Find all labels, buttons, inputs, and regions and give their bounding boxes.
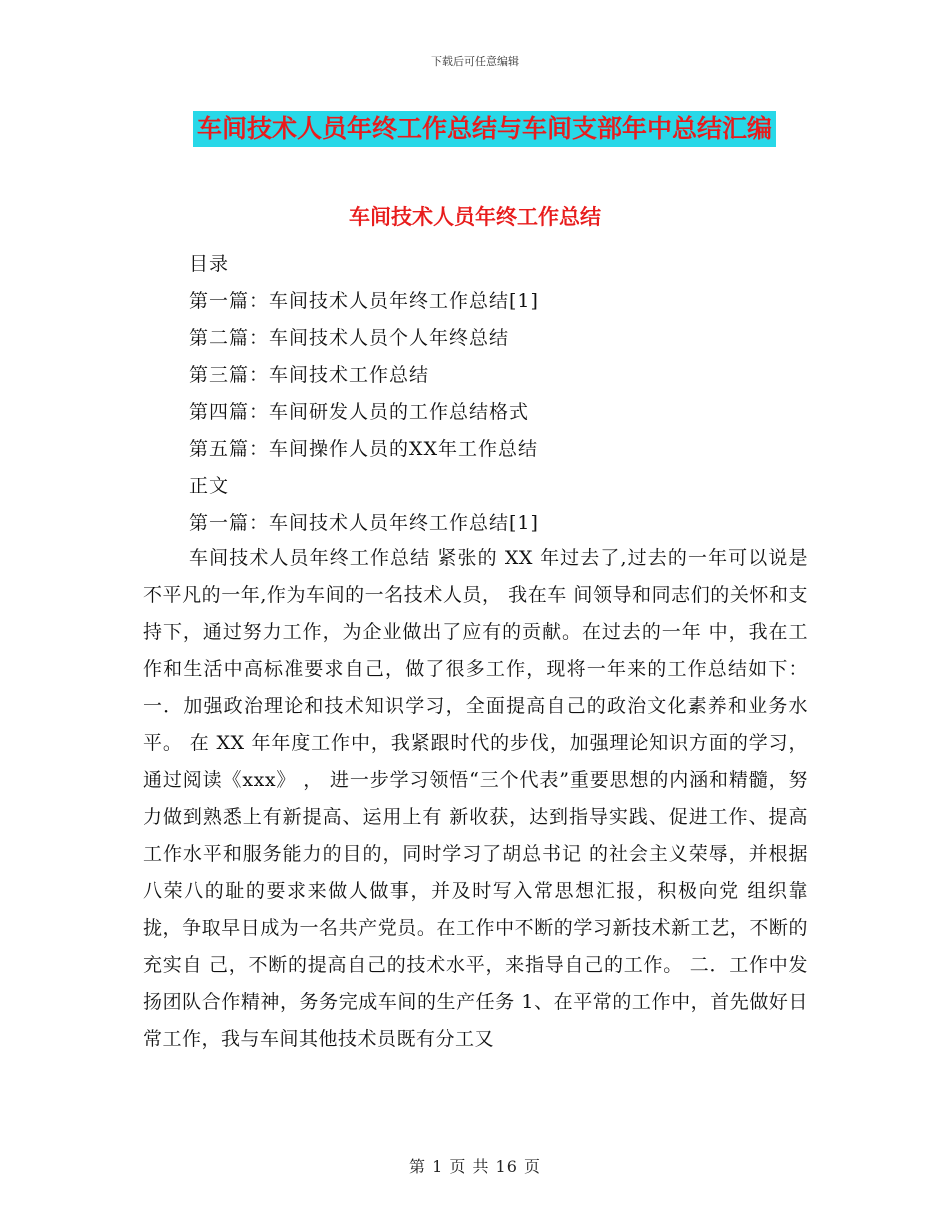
toc-item: 第三篇：车间技术工作总结 (189, 364, 430, 386)
body-heading: 正文 (189, 475, 230, 497)
toc-heading: 目录 (189, 253, 230, 275)
document-main-title: 车间技术人员年终工作总结与车间支部年中总结汇编 (193, 111, 776, 147)
section-heading: 第一篇：车间技术人员年终工作总结[1] (189, 512, 539, 534)
document-sub-title: 车间技术人员年终工作总结 (349, 205, 601, 229)
toc-item: 第五篇：车间操作人员的XX年工作总结 (189, 438, 539, 460)
table-of-contents (189, 246, 539, 542)
header-note: 下载后可任意编辑 (431, 55, 519, 68)
toc-item: 第二篇：车间技术人员个人年终总结 (189, 327, 510, 349)
toc-item: 第一篇：车间技术人员年终工作总结[1] (189, 290, 539, 312)
body-paragraph: 车间技术人员年终工作总结 紧张的 XX 年过去了,过去的一年可以说是不平凡的一年,作为车间的一名技术人员， 我在车 间领导和同志们的关怀和支持下，通过努力工作，为企业做出了应有的贡献。在过去的一年 中，我在工作和生活中高标准要求自己，做了很多工作，现将一年来的工作总结如下： 一．加强政治理论和技术知识学习，全面提高自己的政治文化素养和业务水平。 在 XX 年年度工作中，我紧跟时代的步伐，加强理论知识方面的学习，通过阅读《xxx》 ， 进一步学习领悟“三个代表”重要思想的内涵和精髓，努力做到熟悉上有新提高、运用上有 新收获，达到指导实践、促进工作、提高工作水平和服务能力的目的，同时学习了胡总书记 的社会主义荣辱，并根据八荣八的耻的要求来做人做事，并及时写入常思想汇报，积极向党 组织靠拢，争取早日成为一名共产党员。在工作中不断的学习新技术新工艺，不断的充实自 己，不断的提高自己的技术水平，来指导自己的工作。 二．工作中发扬团队合作精神，务务完成车间的生产任务 1、在平常的工作中，首先做好日常工作，我与车间其他技术员既有分工又 (143, 547, 808, 1050)
toc-item: 第四篇：车间研发人员的工作总结格式 (189, 401, 530, 423)
page-footer: 第 1 页 共 16 页 (409, 1157, 541, 1176)
